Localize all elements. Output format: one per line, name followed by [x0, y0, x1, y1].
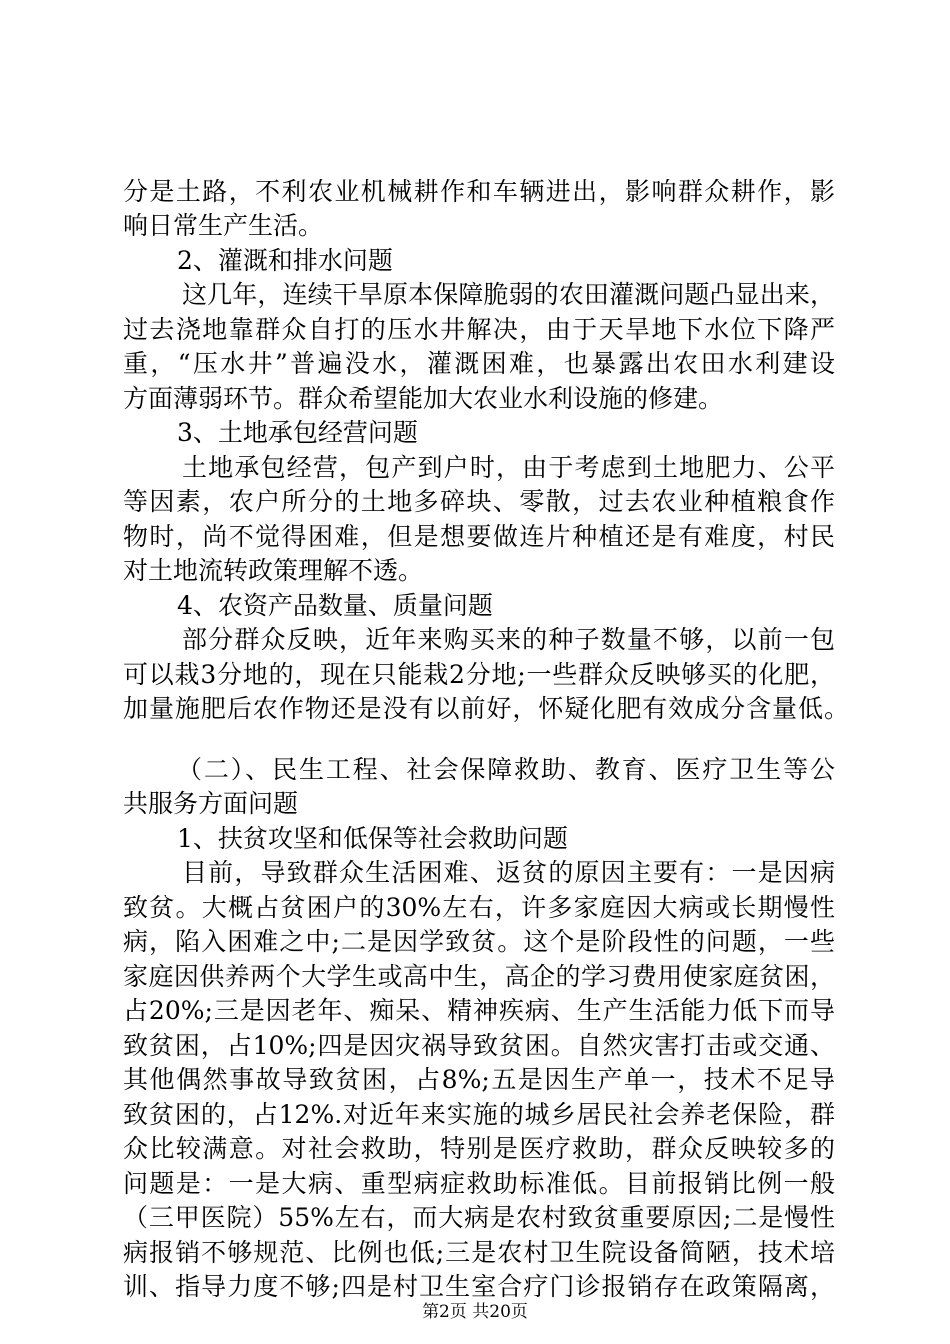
text-line: 物时，尚不觉得困难，但是想要做连片种植还是有难度，村民 — [123, 522, 835, 551]
text-line: 问题是：一是大病、重型病症救助标准低。目前报销比例一般 — [123, 1169, 835, 1198]
text-line: 可以栽3分地的，现在只能栽2分地;一些群众反映够买的化肥， — [123, 660, 835, 689]
text-line: 分是土路，不利农业机械耕作和车辆进出，影响群众耕作，影 — [123, 177, 835, 206]
text-line: 重，“压水井”普遍没水，灌溉困难，也暴露出农田水利建设 — [123, 349, 835, 378]
text-line: 其他偶然事故导致贫困，占8%;五是因生产单一，技术不足导 — [123, 1065, 835, 1094]
text-line: 部分群众反映，近年来购买来的种子数量不够，以前一包 — [182, 625, 835, 654]
text-line: 等因素，农户所分的土地多碎块、零散，过去农业种植粮食作 — [123, 487, 835, 516]
text-line: 土地承包经营，包产到户时，由于考虑到土地肥力、公平 — [182, 453, 835, 482]
text-line: 致贫。大概占贫困户的30%左右，许多家庭因大病或长期慢性 — [123, 893, 835, 922]
text-line: 病，陷入困难之中;二是因学致贫。这个是阶段性的问题，一些 — [123, 927, 835, 956]
text-line: 过去浇地靠群众自打的压水井解决，由于天旱地下水位下降严 — [123, 315, 835, 344]
text-line: 病报销不够规范、比例也低;三是农村卫生院设备简陋，技术培 — [123, 1238, 835, 1267]
subheading: 1、扶贫攻坚和低保等社会救助问题 — [177, 824, 568, 853]
text-line: 致贫困的，占12%.对近年来实施的城乡居民社会养老保险，群 — [123, 1100, 835, 1129]
text-line: 占20%;三是因老年、痴呆、精神疾病、生产生活能力低下而导 — [123, 996, 835, 1025]
text-line: 加量施肥后农作物还是没有以前好，怀疑化肥有效成分含量低。 — [123, 694, 849, 723]
section-heading: （二）、民生工程、社会保障救助、教育、医疗卫生等公 — [177, 755, 835, 784]
page-footer: 第2页 共20页 — [422, 1302, 528, 1322]
text-line: 对土地流转政策理解不透。 — [123, 556, 424, 585]
text-line: （三甲医院）55%左右，而大病是农村致贫重要原因;二是慢性 — [123, 1203, 835, 1232]
text-line: 训、指导力度不够;四是村卫生室合疗门诊报销存在政策隔离， — [123, 1272, 835, 1301]
text-line: 目前，导致群众生活困难、返贫的原因主要有：一是因病 — [182, 858, 835, 887]
section-heading: 共服务方面问题 — [123, 789, 299, 818]
subheading: 2、灌溉和排水问题 — [177, 246, 393, 275]
text-line: 这几年，连续干旱原本保障脆弱的农田灌溉问题凸显出来， — [182, 280, 835, 309]
text-line: 家庭因供养两个大学生或高中生，高企的学习费用使家庭贫困， — [123, 962, 835, 991]
text-line: 致贫困，占10%;四是因灾祸导致贫困。自然灾害打击或交通、 — [123, 1031, 835, 1060]
text-line: 方面薄弱环节。群众希望能加大农业水利设施的修建。 — [123, 384, 724, 413]
subheading: 4、农资产品数量、质量问题 — [177, 591, 493, 620]
subheading: 3、土地承包经营问题 — [177, 418, 418, 447]
text-line: 众比较满意。对社会救助，特别是医疗救助，群众反映较多的 — [123, 1134, 835, 1163]
text-line: 响日常生产生活。 — [123, 211, 324, 240]
